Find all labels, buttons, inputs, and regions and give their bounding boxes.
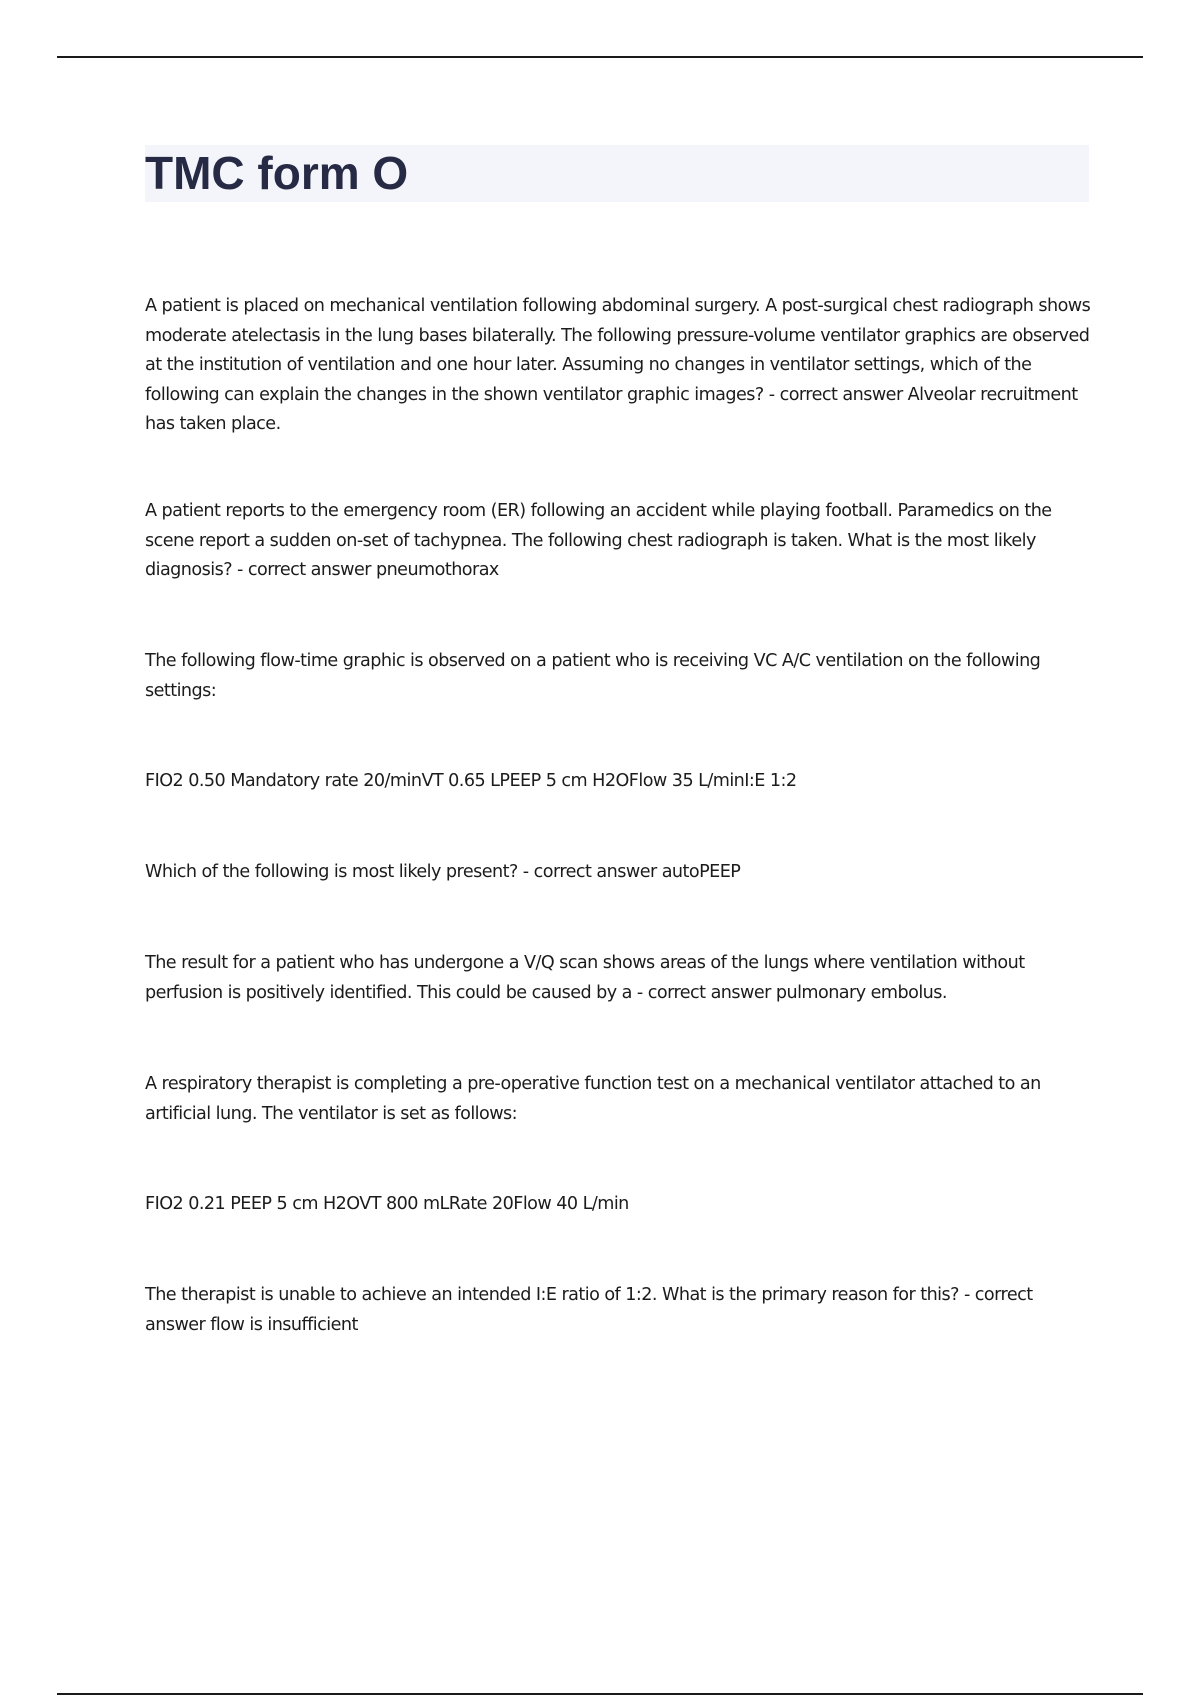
question-1-text: A patient is placed on mechanical ventilation following abdominal surgery. A post-surgical chest radiograph shows moderate atelectasis in the lung bases bilaterally. The following pressure-volume ventilator graphics are observed at the institution of ventilation and one hour later. Assuming no changes in ventilator settings, which of the following can explain the changes in the shown ventilator graphic images? - correct answer Alveolar recruitment has taken place. bbox=[145, 296, 1091, 434]
question-5-text: A respiratory therapist is completing a pre-operative function test on a mechanical ventilator attached to an artificial lung. The ventilator is set as follows: bbox=[145, 1074, 1041, 1124]
question-2-text: A patient reports to the emergency room (ER) following an accident while playing football. Paramedics on the scene report a sudden on-set of tachypnea. The following chest radiograph is taken. What is the most likely diagnosis? - correct answer pneumothorax bbox=[145, 501, 1052, 580]
title-banner bbox=[145, 145, 1089, 202]
bottom-rule bbox=[57, 1693, 1143, 1695]
question-5-settings: FIO2 0.21 PEEP 5 cm H2OVT 800 mLRate 20Flow 40 L/min bbox=[145, 1194, 629, 1214]
question-5-answer: The therapist is unable to achieve an intended I:E ratio of 1:2. What is the primary reason for this? - correct answer flow is insufficient bbox=[145, 1285, 1033, 1335]
top-rule bbox=[57, 56, 1143, 58]
question-3-settings: FIO2 0.50 Mandatory rate 20/minVT 0.65 LPEEP 5 cm H2OFlow 35 L/minI:E 1:2 bbox=[145, 771, 797, 791]
question-4-text: The result for a patient who has undergone a V/Q scan shows areas of the lungs where ventilation without perfusion is positively identified. This could be caused by a - correct answer pulmonary embolus. bbox=[145, 953, 1025, 1003]
page-title: TMC form O bbox=[145, 147, 409, 199]
question-3-answer: Which of the following is most likely present? - correct answer autoPEEP bbox=[145, 862, 741, 882]
question-3-text: The following flow-time graphic is observed on a patient who is receiving VC A/C ventilation on the following settings: bbox=[145, 651, 1041, 701]
